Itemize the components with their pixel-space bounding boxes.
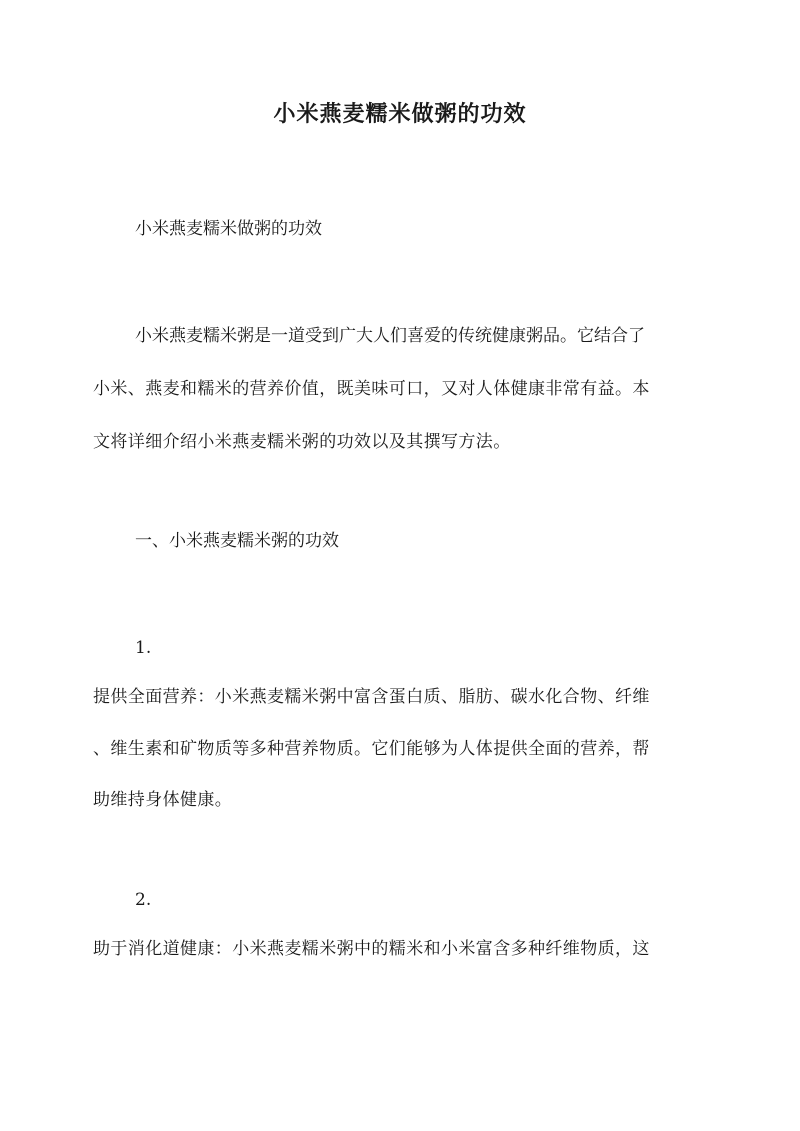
document-subtitle: 小米燕麦糯米做粥的功效 [135,219,322,239]
item-2-line-1: 助于消化道健康：小米燕麦糯米粥中的糯米和小米富含多种纤维物质，这 [93,939,650,959]
intro-line-1: 小米燕麦糯米粥是一道受到广大人们喜爱的传统健康粥品。它结合了 [135,326,645,346]
section-heading: 一、小米燕麦糯米粥的功效 [135,531,339,551]
item-2-number: 2. [135,890,152,910]
document-title: 小米燕麦糯米做粥的功效 [273,101,527,127]
item-1-number: 1. [135,638,152,658]
item-1-line-3: 助维持身体健康。 [93,790,233,810]
item-1-line-2: 、维生素和矿物质等多种营养物质。它们能够为人体提供全面的营养，帮 [93,739,650,759]
intro-line-2: 小米、燕麦和糯米的营养价值，既美味可口，又对人体健康非常有益。本 [93,379,650,399]
item-1-line-1: 提供全面营养：小米燕麦糯米粥中富含蛋白质、脂肪、碳水化合物、纤维 [93,687,650,707]
intro-line-3: 文将详细介绍小米燕麦糯米粥的功效以及其撰写方法。 [93,432,511,452]
